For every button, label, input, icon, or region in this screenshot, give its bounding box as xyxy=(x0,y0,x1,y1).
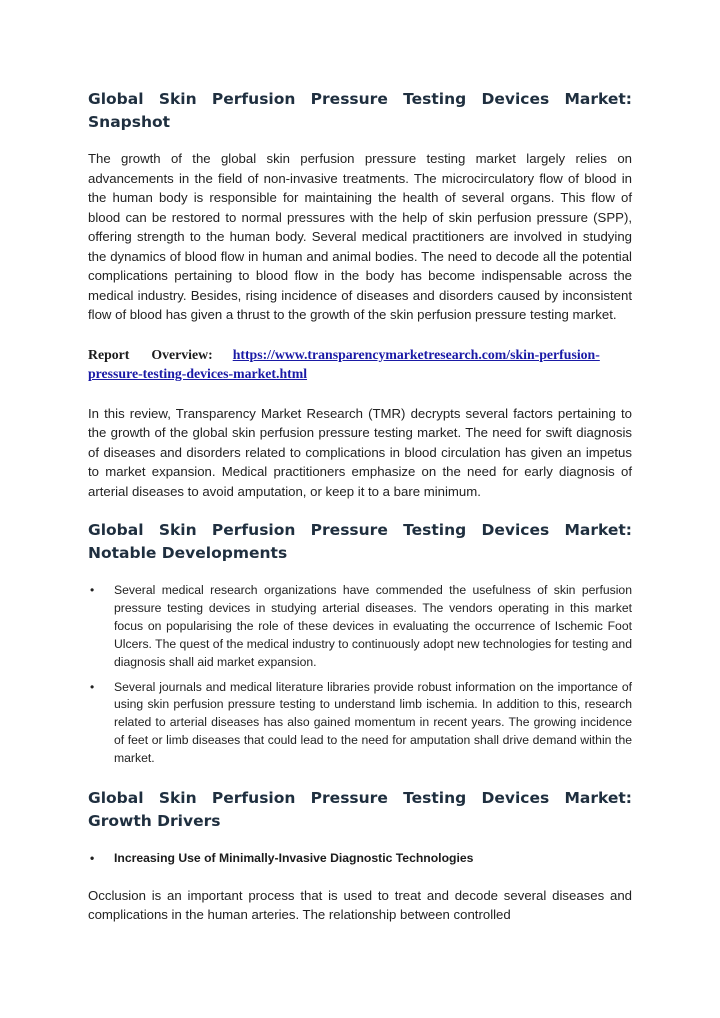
report-overview xyxy=(88,345,632,383)
review-paragraph: In this review, Transparency Market Research (TMR) decrypts several factors pertaining to the growth of the global skin perfusion pressure testing market. The need for swift diagnosis of diseases and disorders related to complications in blood circulation has given an impetus to market expansion. Medical practitioners emphasize on the need for early diagnosis of arterial diseases to avoid amputation, or keep it to a bare minimum. xyxy=(88,405,632,499)
drivers-bullet-list xyxy=(88,850,632,868)
bullet-icon: • xyxy=(90,851,95,866)
list-item-text: Several journals and medical literature libraries provide robust information on the importance of using skin perfusion pressure testing to understand limb ischemia. In addition to this, research related to arterial diseases has also gained momentum in recent years. The growing incidence of feet or limb diseases that could lead to the need for amputation shall drive demand within the market. xyxy=(114,679,632,766)
developments-heading: Global Skin Perfusion Pressure Testing Devices Market: Notable Developments xyxy=(88,521,632,562)
list-item xyxy=(88,582,632,672)
report-overview-link[interactable]: https://www.transparencymarketresearch.com/skin-perfusion-pressure-testing-devices-market.html xyxy=(88,346,600,381)
developments-bullet-list xyxy=(88,582,632,768)
list-item xyxy=(88,679,632,769)
drivers-paragraph: Occlusion is an important process that is used to treat and decode several diseases and complications in the human arteries. The relationship between controlled xyxy=(88,887,632,923)
report-overview-label-word2: Overview: xyxy=(151,346,213,362)
snapshot-paragraph: The growth of the global skin perfusion pressure testing market largely relies on advancements in the field of non-invasive treatments. The microcirculatory flow of blood in the human body is responsible for maintaining the health of several organs. This flow of blood can be restored to normal pressures with the help of skin perfusion pressure (SPP), offering strength to the human body. Several medical practitioners are involved in studying the dynamics of blood flow in human and animal bodies. The need to decode all the potential complications pertaining to blood flow in the body has become indispensable across the medical industry. Besides, rising incidence of diseases and disorders caused by inconsistent flow of blood has given a thrust to the growth of the skin perfusion pressure testing market. xyxy=(88,151,632,322)
drivers-heading: Global Skin Perfusion Pressure Testing Devices Market: Growth Drivers xyxy=(88,789,632,831)
document-content xyxy=(88,88,632,925)
list-item-text: Several medical research organizations have commended the usefulness of skin perfusion pressure testing devices in studying arterial diseases. The vendors operating in this market focus on popularising the role of these devices in evaluating the occurrence of Ischemic Foot Ulcers. The quest of the medical industry to continuously adopt new technologies for testing and diagnosis shall aid market expansion. xyxy=(114,583,632,669)
bullet-icon: • xyxy=(90,679,95,694)
list-item xyxy=(88,850,632,868)
snapshot-heading: Global Skin Perfusion Pressure Testing Devices Market: Snapshot xyxy=(88,90,632,131)
bullet-icon: • xyxy=(90,583,95,597)
report-overview-label-word1: Report xyxy=(88,346,130,362)
list-item-text: Increasing Use of Minimally-Invasive Diagnostic Technologies xyxy=(114,851,474,866)
